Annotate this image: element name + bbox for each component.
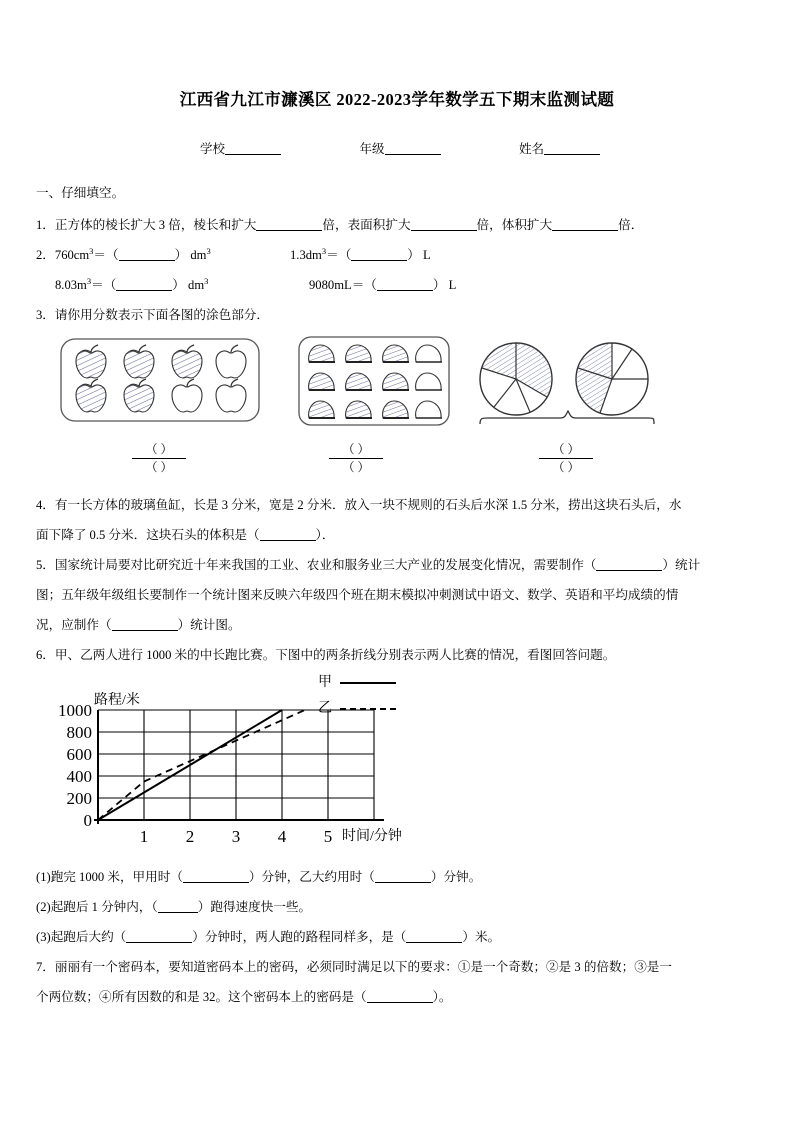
fraction-blank-2[interactable] [329, 442, 383, 475]
q2-item-1-rhs-sup: 3 [206, 245, 211, 256]
y-tick-200: 200 [66, 789, 92, 808]
q4-text-line2a: 面下降了 0.5 分米．这块石头的体积是（ [36, 528, 260, 542]
fraction-blank-3[interactable] [539, 442, 593, 475]
fraction-3-denominator[interactable]: （ ） [552, 460, 580, 474]
q2-item-3-lhs: 8.03m [55, 278, 87, 292]
legend-label-jia: 甲 [318, 675, 332, 690]
q1-number: 1． [36, 218, 55, 232]
q6-sub2-b: ）跑得速度快一些。 [197, 900, 312, 914]
chart-x-axis-title: 时间/分钟 [342, 829, 402, 844]
q7-text-line2a: 个两位数；④所有因数的和是 32。这个密码本上的密码是（ [36, 990, 367, 1004]
q4-text-line1: 有一长方体的玻璃鱼缸，长是 3 分米，宽是 2 分米．放入一块不规则的石头后水深 1.5 分米，捞出这块石头后，水 [54, 498, 682, 512]
q7-number: 7． [36, 960, 55, 974]
question-6 [36, 640, 758, 670]
fraction-1-denominator[interactable]: （ ） [145, 460, 173, 474]
peaches-svg [298, 336, 450, 436]
q6-sub1-b: ）分钟，乙大约用时（ [248, 870, 375, 884]
q6-sub3-b: ）分钟时，两人跑的路程同样多，是（ [192, 930, 407, 944]
q2-item-2-lhs: 1.3dm [290, 248, 322, 262]
x-tick-1: 1 [139, 827, 149, 846]
q7-text-line2b: ）。 [432, 990, 452, 1004]
series-yi-line [98, 710, 305, 820]
question-4-line-1 [36, 490, 758, 520]
q2-blank-3[interactable] [116, 277, 172, 291]
q5-text-line3b: ）统计图。 [177, 618, 241, 632]
q6-sub2-blank-1[interactable] [158, 899, 198, 913]
q2-item-4 [309, 270, 609, 300]
q6-sub1-c: ）分钟。 [430, 870, 482, 884]
question-2-line-1 [36, 240, 758, 270]
field-grade [359, 139, 440, 157]
q5-blank-1[interactable] [596, 557, 662, 571]
q5-text-line2: 图；五年级年级组长要制作一个统计图来反映六年级四个班在期末模拟冲刺测试中语文、数学、英语和平均成绩的情 [36, 588, 679, 602]
apples-svg [60, 338, 260, 436]
field-grade-blank[interactable] [385, 141, 441, 155]
q2-item-3-rhs: ） dm [172, 278, 205, 292]
question-6-sub-1 [36, 862, 758, 892]
fraction-2-denominator[interactable]: （ ） [342, 460, 370, 474]
question-5-line-1 [36, 550, 758, 580]
x-tick-2: 2 [185, 827, 195, 846]
question-2-line-2 [36, 270, 758, 300]
q6-sub1-blank-2[interactable] [375, 869, 431, 883]
q6-sub1-blank-1[interactable] [183, 869, 249, 883]
q2-item-4-lhs: 9080mL [309, 278, 352, 292]
q5-blank-2[interactable] [112, 617, 178, 631]
q1-blank-1[interactable] [256, 217, 322, 231]
question-6-sub-3 [36, 922, 758, 952]
x-tick-5: 5 [323, 827, 333, 846]
field-name-label: 姓名 [518, 142, 544, 156]
q2-item-4-eq: ＝（ [351, 278, 377, 292]
q5-text-line1b: ）统计 [662, 558, 701, 572]
q2-item-3 [36, 270, 309, 300]
x-tick-3: 3 [231, 827, 241, 846]
figure-two-circles [468, 336, 686, 453]
y-tick-400: 400 [66, 767, 92, 786]
y-tick-0: 0 [83, 811, 92, 830]
q6-sub3-c: ）米。 [462, 930, 501, 944]
x-tick-4: 4 [277, 827, 287, 846]
q6-sub1-a: 跑完 1000 米，甲用时（ [50, 870, 183, 884]
q4-number: 4． [36, 498, 55, 512]
question-3-figures [36, 336, 758, 444]
q2-item-3-lhs-sup: 3 [86, 275, 92, 286]
q6-sub3-a: 起跑后大约（ [50, 930, 127, 944]
q2-blank-4[interactable] [377, 277, 433, 291]
page-title: 江西省九江市濂溪区 2022-2023学年数学五下期末监测试题 [179, 90, 615, 109]
q4-blank-1[interactable] [260, 527, 316, 541]
q6-number: 6． [36, 648, 55, 662]
q5-number: 5． [36, 558, 55, 572]
q1-text-c: 倍，体积扩大 [476, 218, 553, 232]
q3-text: 请你用分数表示下面各图的涂色部分． [54, 308, 269, 322]
question-3 [36, 300, 758, 330]
question-6-chart [36, 672, 758, 862]
q2-blank-1[interactable] [119, 247, 175, 261]
q1-text-b: 倍，表面积扩大 [322, 218, 411, 232]
q7-blank-1[interactable] [367, 989, 433, 1003]
chart-plot-svg [36, 672, 436, 862]
legend-label-yi: 乙 [318, 701, 332, 716]
q6-sub1-number: (1) [36, 870, 51, 884]
field-name [519, 139, 600, 157]
question-5-line-3 [36, 610, 758, 640]
q2-item-3-eq: ＝（ [91, 278, 117, 292]
q2-item-2-lhs-sup: 3 [321, 245, 327, 256]
q2-item-1 [36, 240, 290, 270]
q1-blank-3[interactable] [552, 217, 618, 231]
q6-sub3-blank-2[interactable] [406, 929, 462, 943]
q1-blank-2[interactable] [411, 217, 477, 231]
fraction-blank-1[interactable] [132, 442, 186, 475]
question-6-sub-2 [36, 892, 758, 922]
question-7-line-1 [36, 952, 758, 982]
circles-svg [468, 336, 686, 442]
figure-apples-box [60, 338, 260, 447]
question-4-line-2 [36, 520, 758, 550]
q2-item-2 [290, 240, 590, 270]
q4-text-line2b: ）． [315, 528, 335, 542]
q5-text-line1a: 国家统计局要对比研究近十年来我国的工业、农业和服务业三大产业的发展变化情况，需要制作（ [54, 558, 597, 572]
y-tick-800: 800 [66, 723, 92, 742]
q2-item-1-rhs: ） dm [174, 248, 207, 262]
fraction-1-numerator[interactable]: （ ） [132, 442, 186, 459]
field-grade-label: 年级 [359, 142, 385, 156]
q2-item-3-rhs-sup: 3 [204, 275, 209, 286]
q7-text-line1: 丽丽有一个密码本，要知道密码本上的密码，必须同时满足以下的要求：①是一个奇数；②是 3 的倍数；③是一 [54, 960, 672, 974]
figure-peaches-box [298, 336, 450, 447]
fraction-2-numerator[interactable]: （ ） [329, 442, 383, 459]
q1-text-a: 正方体的棱长扩大 3 倍，棱长和扩大 [54, 218, 257, 232]
q5-text-line3a: 况，应制作（ [36, 618, 112, 632]
section-one-heading: 一、仔细填空。 [36, 186, 125, 200]
q6-text: 甲、乙两人进行 1000 米的中长跑比赛。下图中的两条折线分别表示两人比赛的情况，看图回答问题。 [54, 648, 616, 662]
header-fields [200, 139, 600, 157]
q2-item-4-rhs: ） L [432, 278, 457, 292]
field-school-blank[interactable] [225, 141, 281, 155]
question-3-fraction-blanks [36, 444, 758, 490]
question-1 [36, 210, 758, 240]
field-school-label: 学校 [200, 142, 226, 156]
q2-item-2-eq: ＝（ [326, 248, 352, 262]
q1-text-d: 倍． [618, 218, 644, 232]
y-tick-600: 600 [66, 745, 92, 764]
question-7-line-2 [36, 982, 758, 1012]
q2-item-1-lhs: 760cm [54, 248, 90, 262]
q6-sub3-number: (3) [36, 930, 51, 944]
field-name-blank[interactable] [544, 141, 600, 155]
q2-item-1-eq: ＝（ [93, 248, 119, 262]
q2-blank-2[interactable] [351, 247, 407, 261]
fraction-3-numerator[interactable]: （ ） [539, 442, 593, 459]
q6-sub2-number: (2) [36, 900, 51, 914]
q2-number: 2． [36, 248, 55, 262]
q2-item-1-lhs-sup: 3 [89, 245, 94, 256]
field-school [200, 139, 281, 157]
q3-number: 3． [36, 308, 55, 322]
question-5-line-2 [36, 580, 758, 610]
exam-content [36, 178, 758, 1012]
q6-sub2-a: 起跑后 1 分钟内，（ [50, 900, 158, 914]
q6-sub3-blank-1[interactable] [126, 929, 192, 943]
q2-item-2-rhs: ） L [407, 248, 431, 262]
chart-y-axis-title: 路程/米 [94, 693, 140, 708]
y-tick-1000: 1000 [58, 701, 92, 720]
